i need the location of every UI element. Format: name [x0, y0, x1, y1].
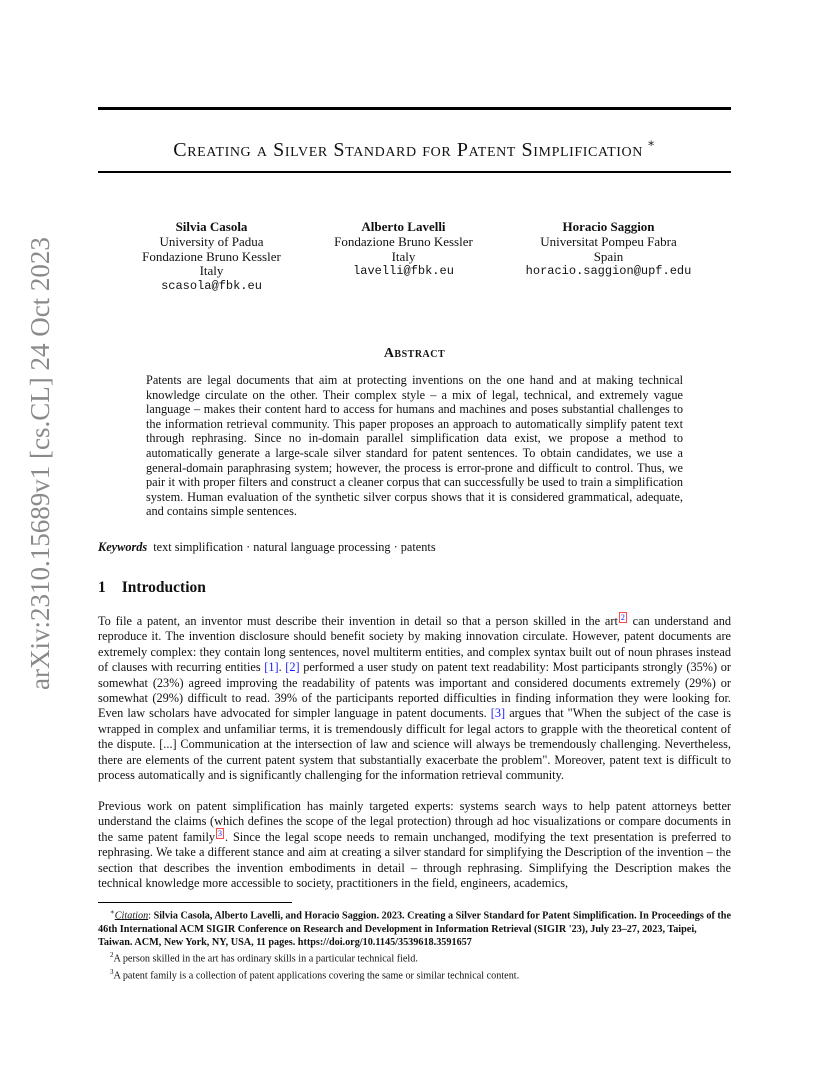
author-affiliation: Universitat Pompeu Fabra	[540, 233, 677, 249]
footnote-text: A person skilled in the art has ordinary skills in a particular technical field.	[113, 953, 418, 965]
footnote-link-3[interactable]: 3	[218, 828, 223, 838]
author-name: Silvia Casola	[175, 219, 248, 234]
section-heading	[98, 579, 206, 597]
author-email[interactable]: horacio.saggion@upf.edu	[525, 264, 692, 279]
keywords-text: text simplification · natural language processing · patents	[153, 540, 436, 554]
paper-title-text: Creating a Silver Standard for Patent Simplification	[173, 139, 643, 161]
section-title: Introduction	[121, 579, 206, 596]
author-affiliation: University of Padua	[159, 233, 264, 249]
citation-link[interactable]: [3]	[490, 706, 506, 721]
title-footnote-mark[interactable]: ∗	[646, 136, 656, 150]
keywords-label: Keywords	[98, 540, 148, 554]
author-email[interactable]: scasola@fbk.eu	[161, 279, 262, 294]
paragraph-text: can understand and reproduce it. The invention disclosure should benefit society by making innovation circulate. However, patent documents are extremely complex: they contain long sentences, novel multiterm entities, and complex syntax built out of noun phrases instead of clauses with recurring entities	[98, 614, 732, 675]
author-country: Italy	[391, 248, 416, 264]
author-country: Italy	[199, 263, 224, 279]
author-country: Spain	[593, 248, 624, 264]
author-name: Alberto Lavelli	[361, 219, 446, 234]
citation-link[interactable]: [1]	[264, 660, 279, 675]
abstract-heading: Abstract	[383, 346, 446, 361]
author-affiliation: Fondazione Bruno Kessler	[334, 233, 473, 249]
paragraph-text: .	[278, 660, 286, 675]
footnote-colon: :	[148, 910, 154, 922]
author-block-1	[124, 220, 299, 294]
footnote-text: A patent family is a collection of patent applications covering the same or similar technical content.	[113, 969, 520, 981]
intro-paragraph-1	[98, 614, 731, 783]
intro-paragraph-2	[98, 799, 731, 891]
footnote-mark: 2	[110, 951, 114, 959]
paragraph-text: Previous work on patent simplification has mainly targeted experts: systems search ways to help patent attorneys better understand the claims (which defines the scope of the legal protection) through ad hoc visualizations or compare documents in the same patent family	[98, 799, 731, 844]
footnote-citation	[98, 906, 731, 949]
title-bottom-rule	[98, 171, 731, 173]
paragraph-text: performed a user study on patent text readability: Most participants strongly (35%) or somewhat (23%) agreed improving the readability of patents was important and considered documents extremely (29%) or somewhat (29%) difficult to read. 39% of the participants reported difficulties in finding information they were looking for. Even law scholars have advocated for simpler language in patent documents.	[98, 660, 731, 721]
footnote-mark: 3	[110, 967, 114, 976]
footnote-mark: ∗	[110, 908, 115, 916]
paragraph-text: . Since the legal scope needs to remain unchanged, modifying the text presentation is preferred to rephrasing. We take a different stance and aim at creating a silver standard for simplifying the Description of the invention – the section that describes the invention embodiments in detail – through rephrasing. Simplifying the Description makes the technical knowledge more accessible to society, practitioners in the field, engineers, academics,	[98, 829, 731, 891]
abstract-body: Patents are legal documents that aim at protecting inventions on the one hand and at making technical knowledge circulate on the other. Their complex style – a mix of legal, technical, and extremely vague language – makes their content hard to access for humans and machines and poses substantial challenges to the information retrieval community. This paper proposes an approach to automatically simplify patent text through rephrasing. Since no in-domain parallel simplification data exist, we propose a method to automatically generate a large-scale silver standard for patent sentences. To obtain candidates, we use a general-domain paraphrasing system; however, the process is error-prone and difficult to control. Thus, we pair it with proper filters and construct a cleaner corpus that can successfully be used to train a simplification system. Human evaluation of the synthetic silver corpus shows that it is considered grammatical, adequate, and contains simple sentences.	[146, 373, 683, 519]
paragraph-text: To file a patent, an inventor must describe their invention in detail so that a person skilled in the art	[98, 614, 618, 628]
footnotes	[98, 906, 731, 982]
arxiv-identifier: arXiv:2310.15689v1 [cs.CL] 24 Oct 2023	[25, 237, 55, 690]
author-block-3	[516, 220, 701, 279]
citation-label: Citation	[114, 910, 149, 922]
section-number: 1	[98, 579, 106, 596]
author-block-2	[316, 220, 491, 279]
paper-title	[98, 130, 731, 163]
citation-text[interactable]: Silvia Casola, Alberto Lavelli, and Horacio Saggion. 2023. Creating a Silver Standard for Patent Simplification. In Proceedings of the 46th International ACM SIGIR Conference on Research and Development in Information Retrieval (SIGIR '23), July 23–27, 2023, Taipei, Taiwan. ACM, New York, NY, USA, 11 pages. https://doi.org/10.1145/3539618.3591657	[98, 910, 731, 948]
paragraph-text: argues that "When the subject of the case is wrapped in complex and unfamiliar terms, it is tremendously difficult for legal actors to grapple with the theoretical content of the dispute. [...] Communication at the intersection of law and science will always be tremendously challenging. Nevertheless, there are elements of the current patent system that substantially exacerbate the problem". Moreover, patent text is difficult to process automatically and is significantly challenging for the information retrieval community.	[98, 706, 732, 783]
keywords-line	[98, 540, 436, 555]
footnote-separator	[98, 902, 292, 903]
author-affiliation: Fondazione Bruno Kessler	[142, 248, 281, 264]
footnote-2	[98, 949, 731, 966]
citation-link[interactable]: [2]	[285, 660, 300, 675]
footnote-3	[98, 966, 731, 983]
footnote-link-2[interactable]: 2	[620, 613, 625, 622]
title-top-rule	[98, 107, 731, 110]
author-email[interactable]: lavelli@fbk.eu	[353, 264, 454, 279]
author-name: Horacio Saggion	[562, 219, 655, 234]
